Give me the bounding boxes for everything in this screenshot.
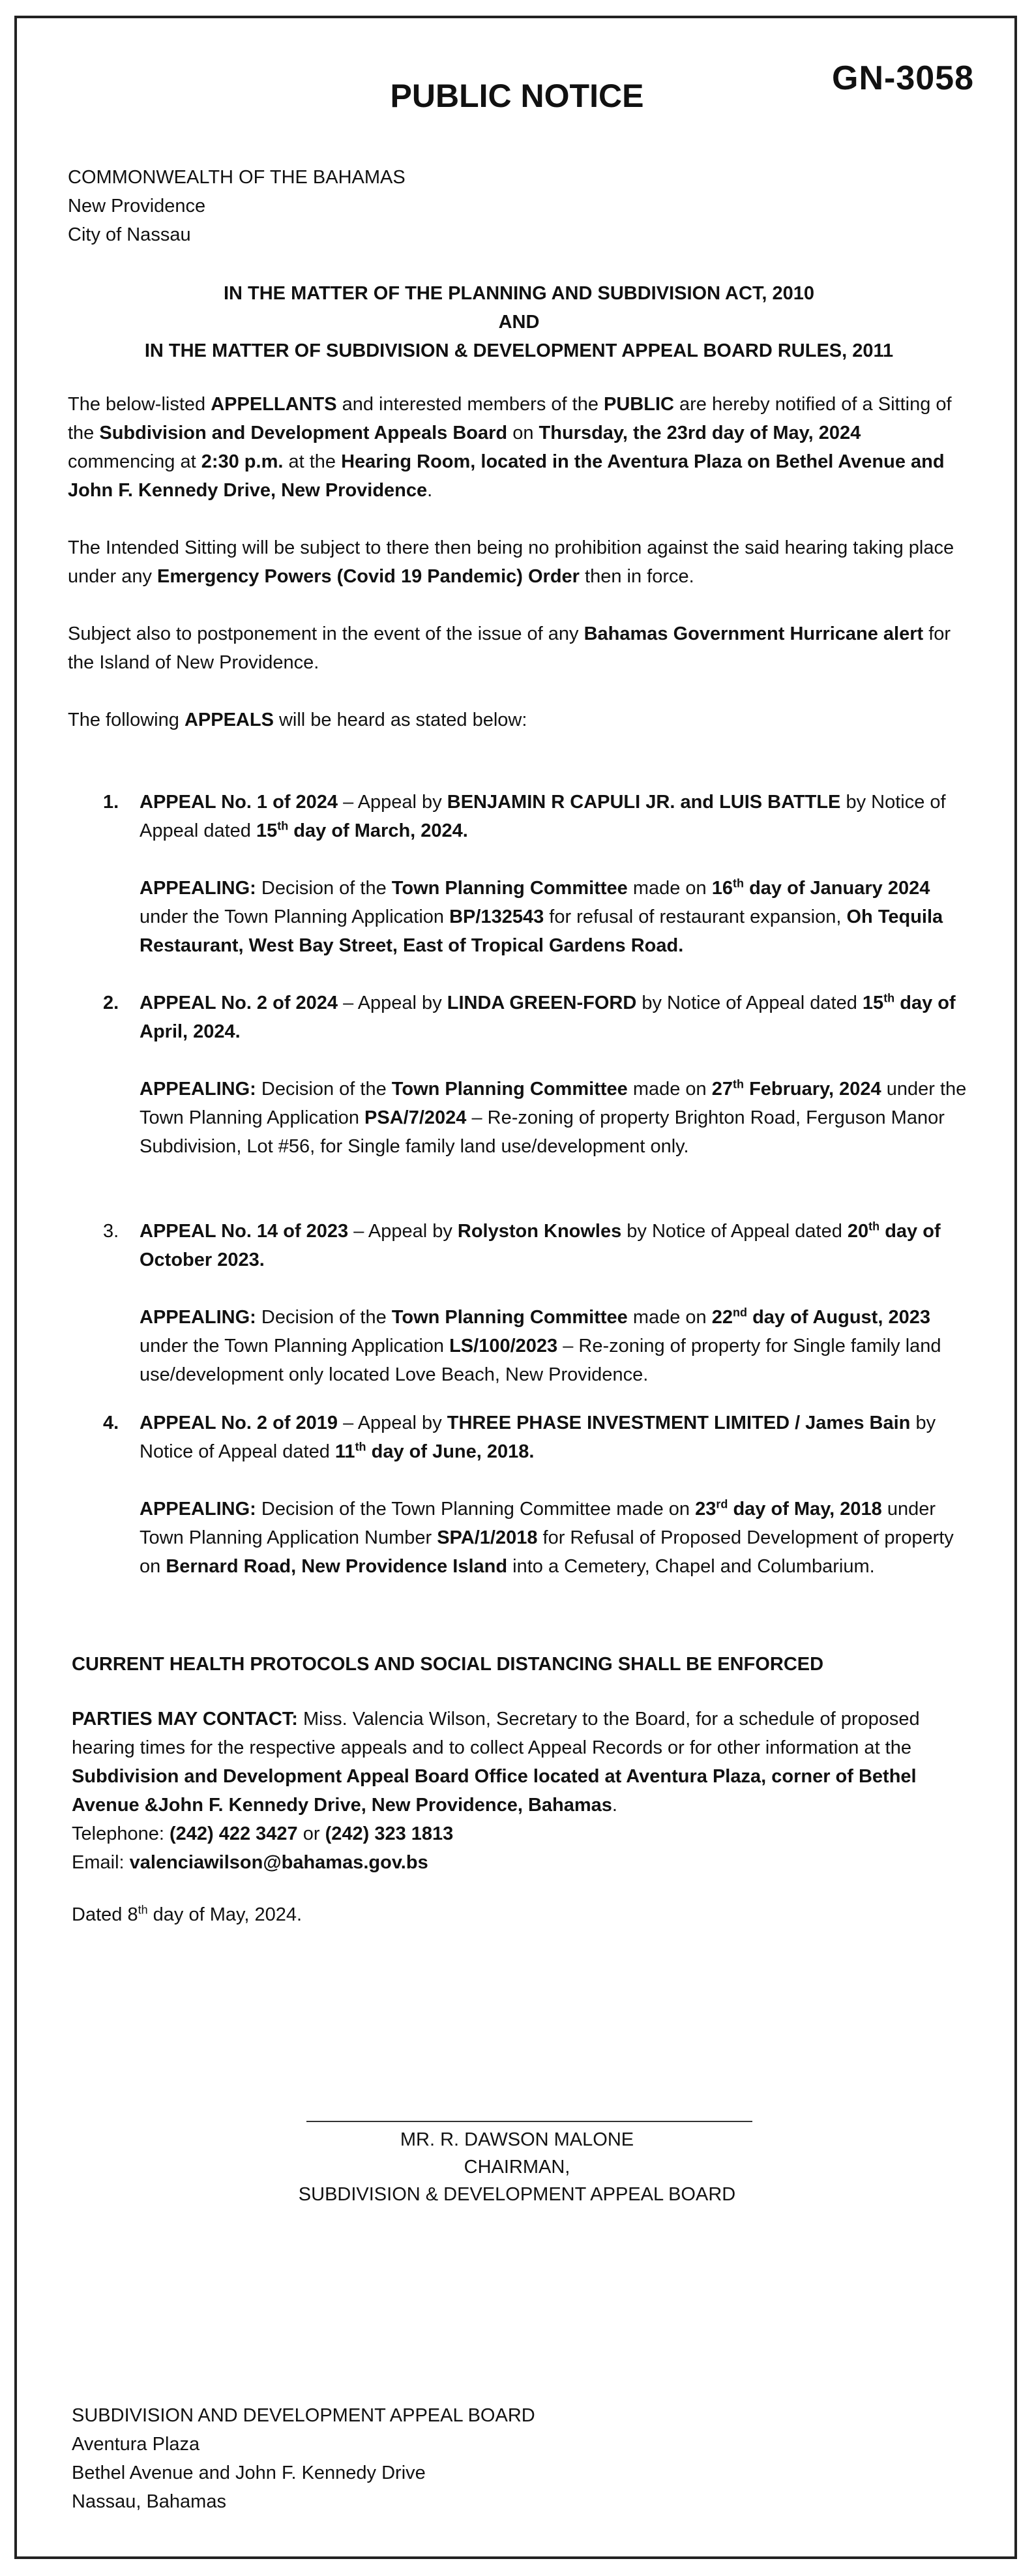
appeal-item: 3. APPEAL No. 14 of 2023 – Appeal by Rolyston Knowles by Notice of Appeal dated 20th day of October 2023. APPEALING: Decision of the Town Planning Committee made on 22nd day of August, 2023 under the Town Planning Application LS/100/2023 – Re-zoning of property for Single family land use/development only located Love Beach, New Providence.: [103, 1217, 970, 1389]
signature-line: [306, 2121, 752, 2122]
footer-address: [72, 2401, 974, 2516]
matter-heading: [68, 279, 970, 365]
hurricane-paragraph: Subject also to postponement in the event of the issue of any Bahamas Government Hurricane alert for the Island of New Providence.: [68, 623, 951, 673]
matter-line: IN THE MATTER OF SUBDIVISION & DEVELOPMENT APPEAL BOARD RULES, 2011: [144, 340, 894, 361]
address-line: City of Nassau: [68, 224, 191, 245]
signature-block: [0, 2126, 1034, 2208]
appeal-item: 4. APPEAL No. 2 of 2019 – Appeal by THREE PHASE INVESTMENT LIMITED / James Bain by Notice of Appeal dated 11th day of June, 2018. APPEALING: Decision of the Town Planning Committee made on 23rd day of May, 2018 under Town Planning Application Number SPA/1/2018 for Refusal of Proposed Development of property on Bernard Road, New Providence Island into a Cemetery, Chapel and Columbarium.: [103, 1409, 970, 1581]
appeal-item: 1. APPEAL No. 1 of 2024 – Appeal by BENJAMIN R CAPULI JR. and LUIS BATTLE by Notice of Appeal dated 15th day of March, 2024. APPEALING: Decision of the Town Planning Committee made on 16th day of January 2024 under the Town Planning Application BP/132543 for refusal of restaurant expansion, Oh Tequila Restaurant, West Bay Street, East of Tropical Gardens Road.: [103, 788, 970, 960]
footer-line: Nassau, Bahamas: [72, 2491, 226, 2512]
following-paragraph: The following APPEALS will be heard as stated below:: [68, 710, 527, 730]
appealing-paragraph: APPEALING: Decision of the Town Planning Committee made on 22nd day of August, 2023 under the Town Planning Application LS/100/2023 – Re-zoning of property for Single family land use/development only located Love Beach, New Providence.: [140, 1306, 941, 1385]
notice-number: GN-3058: [832, 59, 974, 97]
appealing-paragraph: APPEALING: Decision of the Town Planning Committee made on 23rd day of May, 2018 under Town Planning Application Number SPA/1/2018 for Refusal of Proposed Development of property on Bernard Road, New Providence Island into a Cemetery, Chapel and Columbarium.: [140, 1497, 954, 1577]
appeal-number: 3.: [103, 1221, 119, 1242]
matter-line: IN THE MATTER OF THE PLANNING AND SUBDIVISION ACT, 2010: [223, 283, 815, 304]
appeal-item: 2. APPEAL No. 2 of 2024 – Appeal by LINDA GREEN-FORD by Notice of Appeal dated 15th day of April, 2024. APPEALING: Decision of the Town Planning Committee made on 27th February, 2024 under the Town Planning Application PSA/7/2024 – Re-zoning of property Brighton Road, Ferguson Manor Subdivision, Lot #56, for Single family land use/development only.: [103, 989, 970, 1161]
appeal-number: 4.: [103, 1413, 119, 1433]
footer-line: Bethel Avenue and John F. Kennedy Drive: [72, 2463, 426, 2483]
protocols-notice: CURRENT HEALTH PROTOCOLS AND SOCIAL DISTANCING SHALL BE ENFORCED: [72, 1654, 824, 1675]
address-line: New Providence: [68, 196, 206, 217]
footer-line: Aventura Plaza: [72, 2434, 200, 2455]
signatory-role: CHAIRMAN,: [464, 2157, 570, 2178]
page-title: PUBLIC NOTICE: [390, 78, 644, 114]
address-block: [68, 163, 970, 249]
sitting-paragraph: The Intended Sitting will be subject to there then being no prohibition against the said hearing taking place under any Emergency Powers (Covid 19 Pandemic) Order then in force.: [68, 537, 954, 587]
dated-line: Dated 8th day of May, 2024.: [72, 1903, 303, 1925]
address-line: COMMONWEALTH OF THE BAHAMAS: [68, 167, 406, 188]
intro-paragraph: The below-listed APPELLANTS and interested members of the PUBLIC are hereby notified of a Sitting of the Subdivision and Development Appeals Board on Thursday, the 23rd day of May, 2024 commencing at 2:30 p.m. at the Hearing Room, located in the Aventura Plaza on Bethel Avenue and John F. Kennedy Drive, New Providence.: [68, 394, 952, 501]
contact-paragraph: PARTIES MAY CONTACT: Miss. Valencia Wilson, Secretary to the Board, for a schedule of proposed hearing times for the respective appeals and to collect Appeal Records or for other information at the Subdivision and Development Appeal Board Office located at Aventura Plaza, corner of Bethel Avenue &John F. Kennedy Drive, New Providence, Bahamas. Telephone: (242) 422 3427 or (242) 323 1813 Email: valenciawilson@bahamas.gov.bs: [72, 1705, 970, 1877]
email-line: Email: valenciawilson@bahamas.gov.bs: [72, 1852, 428, 1873]
appeal-number: 2.: [103, 993, 119, 1013]
matter-line: AND: [498, 312, 540, 333]
email-address: valenciawilson@bahamas.gov.bs: [129, 1852, 428, 1873]
signatory-name: MR. R. DAWSON MALONE: [400, 2129, 634, 2150]
appeal-number: 1.: [103, 792, 119, 813]
appealing-paragraph: APPEALING: Decision of the Town Planning Committee made on 27th February, 2024 under the Town Planning Application PSA/7/2024 – Re-zoning of property Brighton Road, Ferguson Manor Subdivision, Lot #56, for Single family land use/development only.: [140, 1077, 967, 1157]
telephone-line: Telephone: (242) 422 3427 or (242) 323 1813: [72, 1823, 454, 1844]
signatory-org: SUBDIVISION & DEVELOPMENT APPEAL BOARD: [298, 2184, 736, 2205]
footer-line: SUBDIVISION AND DEVELOPMENT APPEAL BOARD: [72, 2405, 535, 2426]
appealing-paragraph: APPEALING: Decision of the Town Planning Committee made on 16th day of January 2024 under the Town Planning Application BP/132543 for refusal of restaurant expansion, Oh Tequila Restaurant, West Bay Street, East of Tropical Gardens Road.: [140, 876, 943, 956]
